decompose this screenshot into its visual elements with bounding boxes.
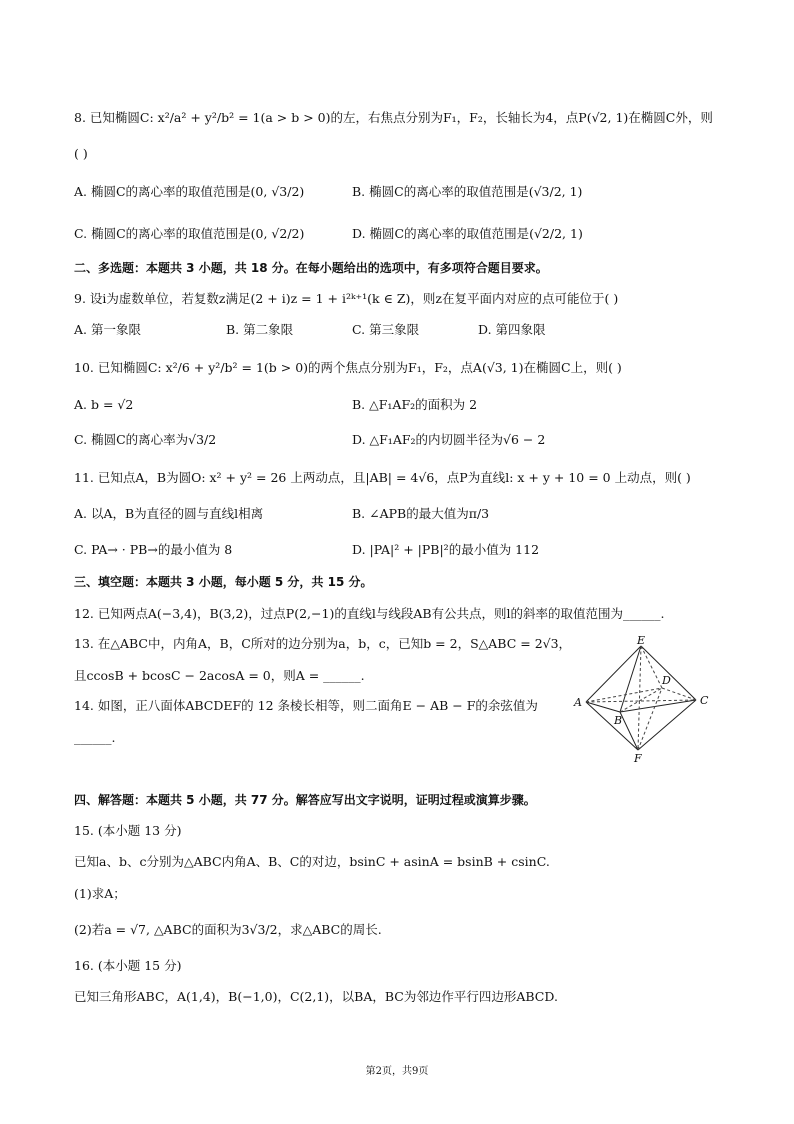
edge-dc: [662, 688, 696, 700]
q15-title: 15. (本小题 13 分): [74, 823, 182, 838]
q8-stem: 8. 已知椭圆C: x²/a² + y²/b² = 1(a > b > 0)的左，右焦点分别为F₁，F₂，长轴长为4，点P(√2, 1)在椭圆C外，则: [74, 110, 713, 125]
q9-option-c: C. 第三象限: [352, 322, 420, 337]
q9-option-d: D. 第四象限: [478, 322, 546, 337]
q16-stem: 已知三角形ABC，A(1,4)，B(−1,0)，C(2,1)，以BA，BC为邻边作平行四边形ABCD.: [74, 989, 558, 1004]
q11-stem: 11. 已知点A，B为圆O: x² + y² = 26 上两动点，且|AB| = 4√6，点P为直线l: x + y + 10 = 0 上动点，则( ): [74, 470, 691, 485]
q10-option-c: C. 椭圆C的离心率为√3/2: [74, 432, 217, 447]
edge-ec: [641, 646, 696, 700]
q11-option-a: A. 以A，B为直径的圆与直线l相离: [74, 506, 264, 521]
page-number: 第2页，共9页: [365, 1066, 429, 1077]
q12-stem: 12. 已知两点A(−3,4)，B(3,2)，过点P(2,−1)的直线l与线段AB有公共点，则l的斜率的取值范围为______.: [74, 606, 665, 621]
diagonal-ef: [638, 646, 641, 750]
q15-part2: (2)若a = √7, △ABC的面积为3√3/2，求△ABC的周长.: [74, 922, 382, 937]
q16-title: 16. (本小题 15 分): [74, 958, 182, 973]
q8-option-c: C. 椭圆C的离心率的取值范围是(0, √2/2): [74, 226, 305, 241]
q15-part1: (1)求A；: [74, 886, 126, 901]
q9-option-b: B. 第二象限: [226, 322, 294, 337]
q14-line2: ______.: [74, 730, 116, 745]
q11-option-b: B. ∠APB的最大值为π/3: [352, 506, 490, 521]
octahedron-figure: [570, 634, 720, 764]
q13-line1: 13. 在△ABC中，内角A，B，C所对的边分别为a，b，c，已知b = 2，S△ABC = 2√3，: [74, 636, 572, 651]
q14-line1: 14. 如图，正八面体ABCDEF的 12 条棱长相等，则二面角E − AB − F的余弦值为: [74, 698, 538, 713]
q9-option-a: A. 第一象限: [74, 322, 141, 337]
edge-ea: [586, 646, 641, 702]
vertex-label-a: A: [574, 696, 582, 709]
edge-fb: [620, 712, 638, 750]
section-heading-multiple-choice: 二、多选题：本题共 3 小题，共 18 分。在每小题给出的选项中，有多项符合题目要求。: [74, 261, 548, 275]
section-heading-solutions: 四、解答题：本题共 5 小题，共 77 分。解答应写出文字说明，证明过程或演算步骤。: [74, 793, 536, 807]
q8-option-b: B. 椭圆C的离心率的取值范围是(√3/2, 1): [352, 184, 583, 199]
q15-stem: 已知a、b、c分别为△ABC内角A、B、C的对边，bsinC + asinA = bsinB + csinC.: [74, 854, 550, 869]
vertex-label-d: D: [662, 674, 671, 687]
vertex-label-c: C: [700, 694, 709, 707]
vertex-label-b: B: [614, 714, 623, 727]
q10-option-a: A. b = √2: [74, 397, 134, 412]
edge-ed: [641, 646, 662, 688]
q8-option-d: D. 椭圆C的离心率的取值范围是(√2/2, 1): [352, 226, 583, 241]
vertex-label-e: E: [637, 634, 646, 647]
q9-stem: 9. 设i为虚数单位，若复数z满足(2 + i)z = 1 + i²ᵏ⁺¹(k ∈ Z)，则z在复平面内对应的点可能位于( ): [74, 291, 619, 306]
vertex-label-f: F: [634, 752, 642, 764]
q13-line2: 且ccosB + bcosC − 2acosA = 0，则A = ______.: [74, 668, 365, 683]
q8-option-a: A. 椭圆C的离心率的取值范围是(0, √3/2): [74, 184, 305, 199]
q11-option-d: D. |PA|² + |PB|²的最小值为 112: [352, 542, 540, 557]
q10-option-b: B. △F₁AF₂的面积为 2: [352, 397, 478, 412]
q11-option-c: C. PA→ · PB→的最小值为 8: [74, 542, 233, 557]
edge-eb: [620, 646, 641, 712]
edge-fd: [638, 688, 662, 750]
q10-option-d: D. △F₁AF₂的内切圆半径为√6 − 2: [352, 432, 546, 447]
q8-answer-paren: ( ): [74, 146, 88, 161]
q10-stem: 10. 已知椭圆C: x²/6 + y²/b² = 1(b > 0)的两个焦点分别为F₁，F₂，点A(√3, 1)在椭圆C上，则( ): [74, 360, 622, 375]
section-heading-fill-in: 三、填空题：本题共 3 小题，每小题 5 分，共 15 分。: [74, 575, 373, 589]
